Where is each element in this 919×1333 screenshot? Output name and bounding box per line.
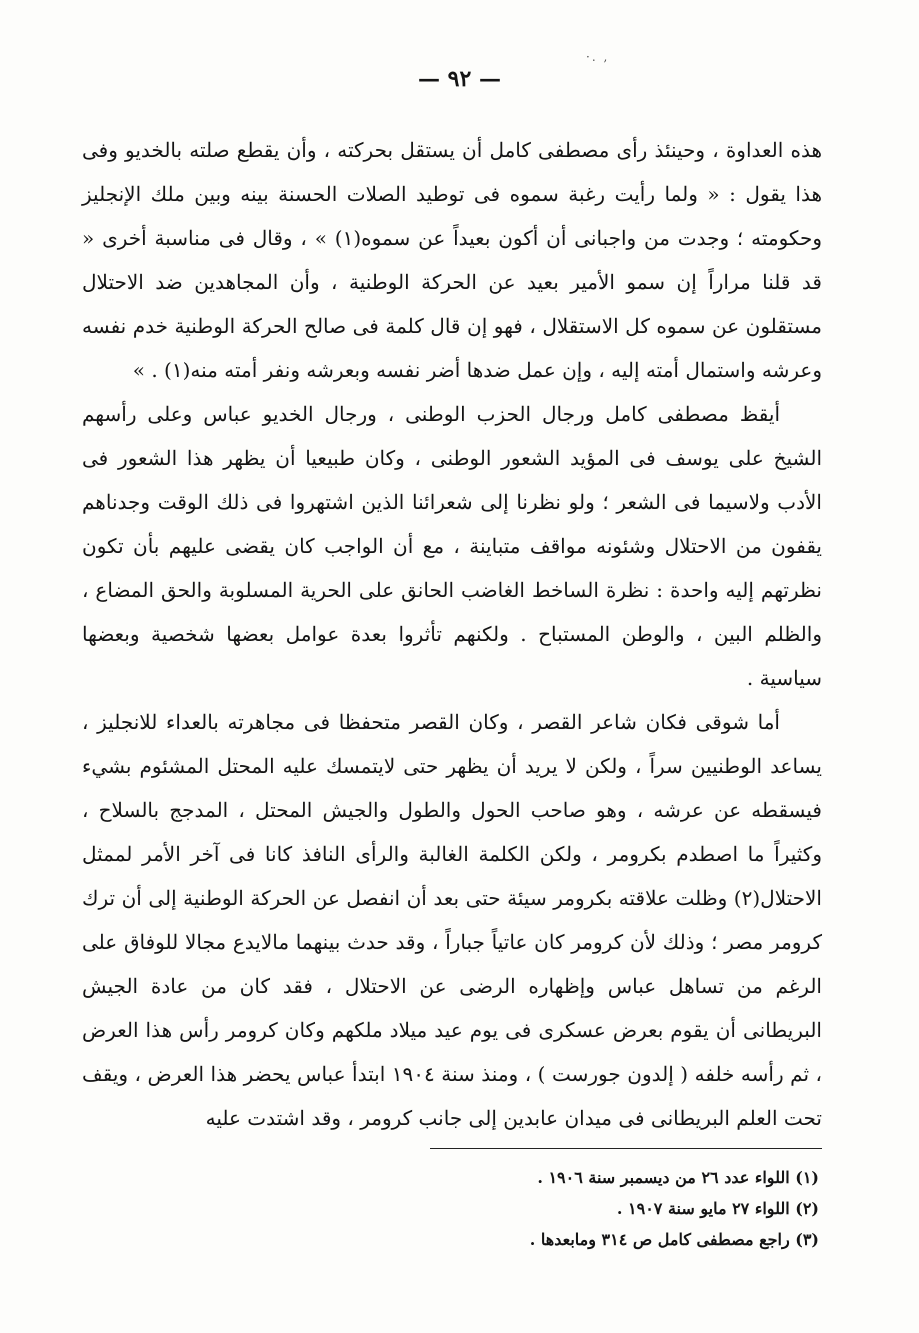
footnotes	[439, 1162, 819, 1255]
body-text	[82, 128, 822, 1140]
paragraph: أيقظ مصطفى كامل ورجال الحزب الوطنى ، ورجال الخديو عباس وعلى رأسهم الشيخ على يوسف فى المؤيد الشعور الوطنى ، وكان طبيعيا أن يظهر هذا الشعور فى الأدب ولاسيما فى الشعر ؛ ولو نظرنا إلى شعرائنا الذين اشتهروا فى ذلك الوقت وجدناهم يقفون من الاحتلال وشئونه مواقف متباينة ، مع أن الواجب كان يقضى عليهم بأن تكون نظرتهم إليه واحدة : نظرة الساخط الغاضب الحانق على الحرية المسلوبة والحق المضاع ، والظلم البين ، والوطن المستباح . ولكنهم تأثروا بعدة عوامل بعضها شخصية وبعضها سياسية .	[82, 402, 822, 690]
footnote: (٣) راجع مصطفى كامل ص ٣١٤ ومابعدها .	[529, 1230, 819, 1249]
paragraph: أما شوقى فكان شاعر القصر ، وكان القصر متحفظا فى مجاهرته بالعداء للانجليز ، يساعد الوطنيين سراً ، ولكن لا يريد أن يظهر حتى لايتمسك عليه المحتل المشئوم بشيء فيسقطه عن عرشه ، وهو صاحب الحول والطول والجيش المحتل ، المدجج بالسلاح ، وكثيراً ما اصطدم بكرومر ، ولكن الكلمة الغالبة والرأى النافذ كانا فى آخر الأمر لممثل الاحتلال(٢) وظلت علاقته بكرومر سيئة حتى بعد أن انفصل عن الحركة الوطنية إلى أن ترك كرومر مصر ؛ وذلك لأن كرومر كان عاتياً جباراً ، وقد حدث بينهما مالايدع مجالا للوفاق على الرغم من تساهل عباس وإظهاره الرضى عن الاحتلال ، فقد كان من عادة الجيش البريطانى أن يقوم بعرض عسكرى فى يوم عيد ميلاد ملكهم وكان كرومر رأس هذا العرض ، ثم رأسه خلفه ( إلدون جورست ) ، ومنذ سنة ١٩٠٤ ابتدأ عباس يحضر هذا العرض ، ويقف تحت العلم البريطانى فى ميدان عابدين إلى جانب كرومر ، وقد اشتدت عليه	[82, 710, 822, 1130]
page-number: — ٩٢ —	[418, 66, 501, 92]
footnote: (١) اللواء عدد ٢٦ من ديسمبر سنة ١٩٠٦ .	[537, 1168, 819, 1187]
paragraph: هذه العداوة ، وحينئذ رأى مصطفى كامل أن يستقل بحركته ، وأن يقطع صلته بالخديو وفى هذا يقول : « ولما رأيت رغبة سموه فى توطيد الصلات الحسنة بينه وبين ملك الإنجليز وحكومته ؛ وجدت من واجبانى أن أكون بعيداً عن سموه(١) » ، وقال فى مناسبة أخرى « قد قلنا مراراً إن سمو الأمير بعيد عن الحركة الوطنية ، وأن المجاهدين ضد الاحتلال مستقلون عن سموه كل الاستقلال ، فهو إن قال كلمة فى صالح الحركة الوطنية خدم نفسه وعرشه واستمال أمته إليه ، وإن عمل ضدها أضر نفسه وبعرشه ونفر أمته منه(١) . »	[82, 138, 822, 382]
footnote: (٢) اللواء ٢٧ مايو سنة ١٩٠٧ .	[616, 1199, 819, 1218]
footnote-divider	[430, 1148, 822, 1149]
page-speck: ·. ,	[586, 50, 610, 64]
